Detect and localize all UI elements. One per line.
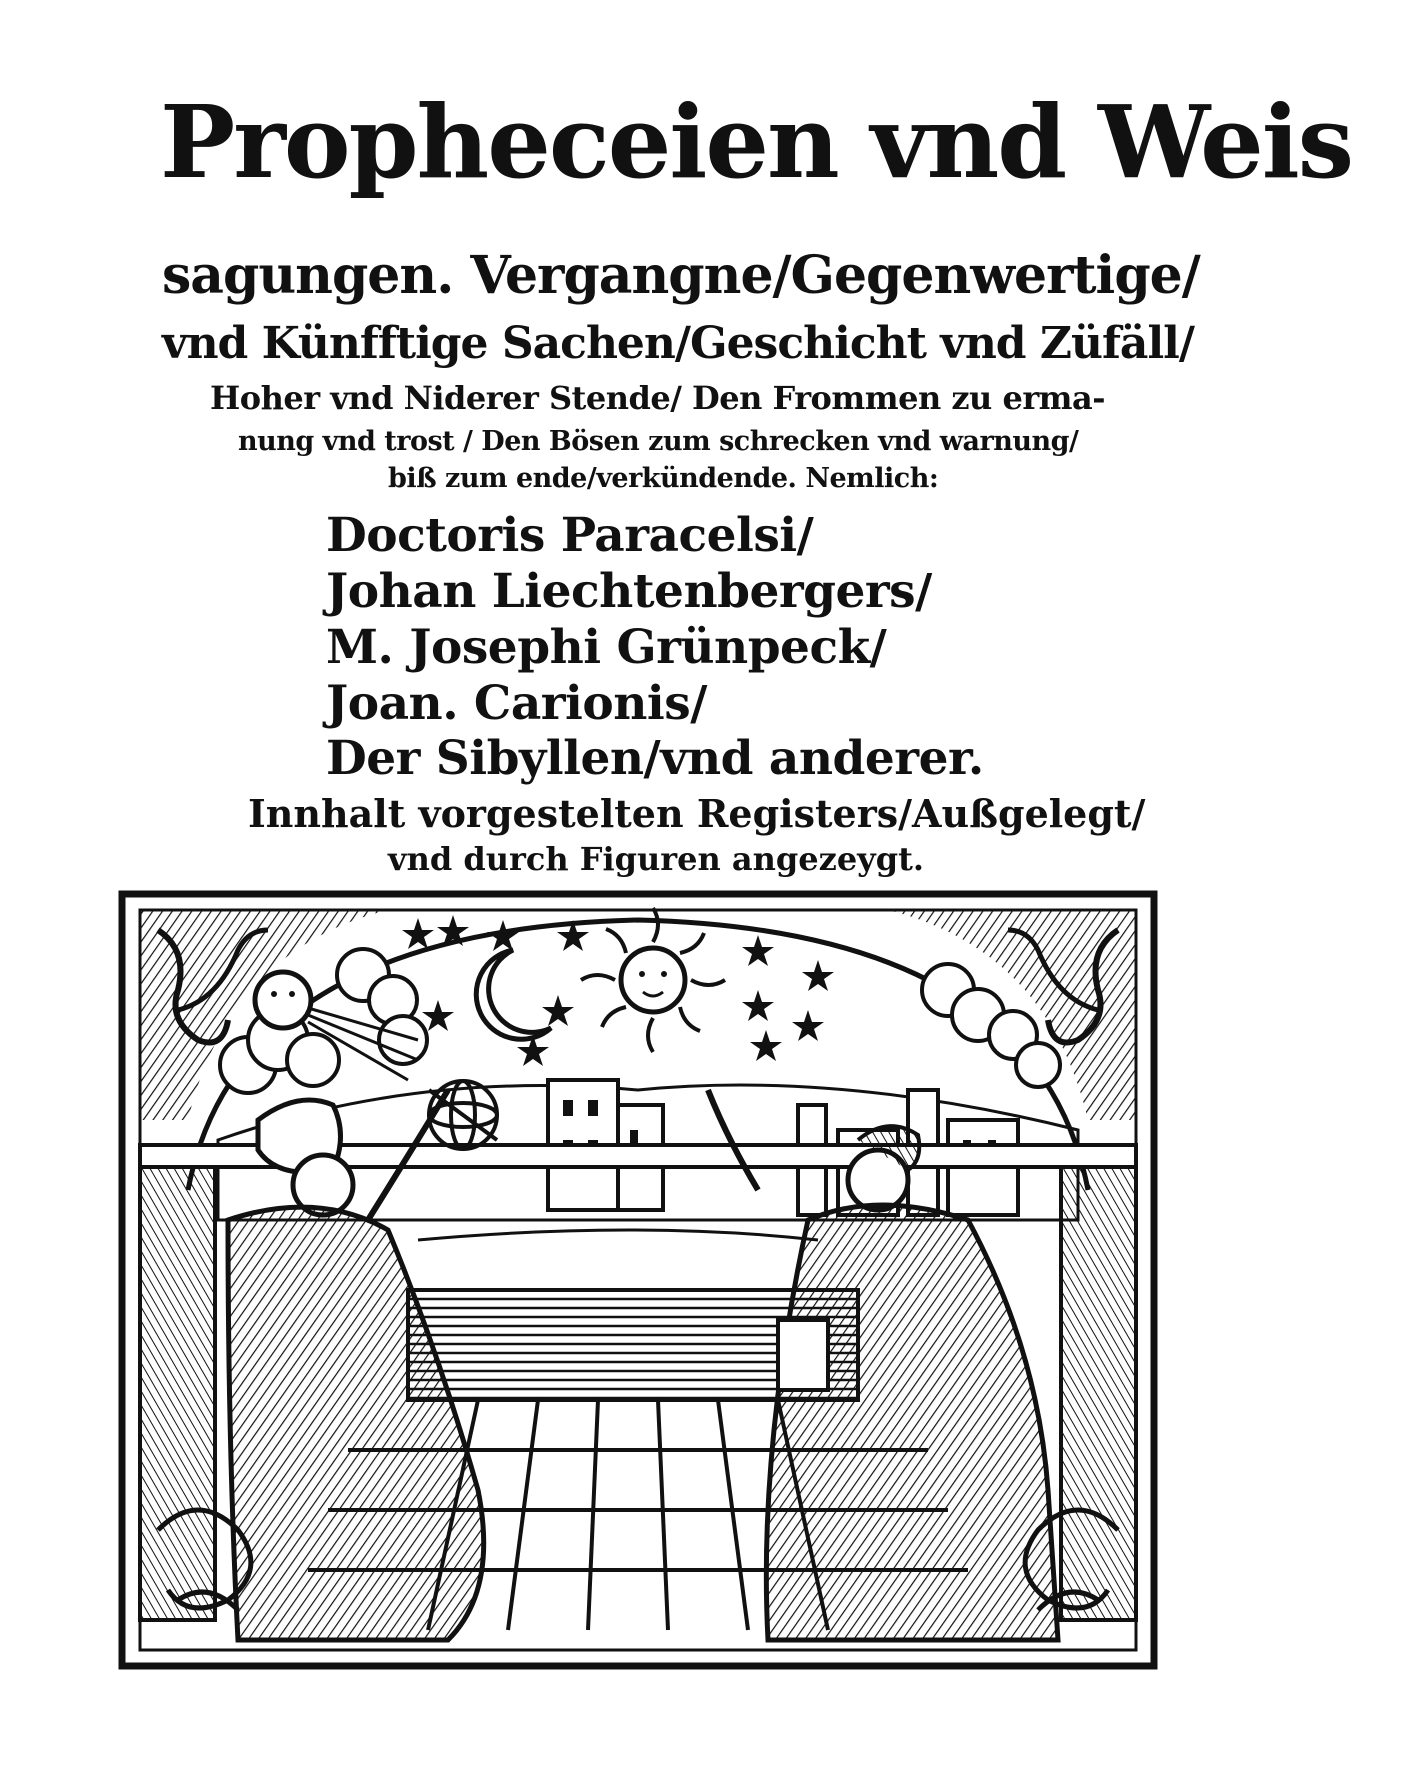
woodcut-illustration	[118, 890, 1158, 1670]
title-line-6: biß zum ende/verkündende. Nemlich:	[388, 463, 939, 494]
contents-line-1: Innhalt vorgestelten Registers/Außgelegt/	[248, 791, 1146, 836]
contents-line-2: vnd durch Figuren angezeygt.	[388, 840, 925, 878]
title-line-3: vnd Künfftige Sachen/Geschicht vnd Züfäll/	[162, 318, 1194, 369]
author-sibyls: Der Sibyllen/vnd anderer.	[326, 731, 984, 786]
author-paracelsus: Doctoris Paracelsi/	[326, 508, 814, 563]
pillar-right	[1061, 1150, 1136, 1620]
title-line-4: Hoher vnd Niderer Stende/ Den Frommen zu erma-	[210, 379, 1106, 417]
title-line-1: Propheceien vnd Weis	[160, 83, 1353, 201]
title-line-5: nung vnd trost / Den Bösen zum schrecken vnd warnung/	[238, 426, 1079, 457]
author-gruenpeck: M. Josephi Grünpeck/	[326, 620, 887, 675]
author-carion: Joan. Carionis/	[326, 676, 707, 731]
pillar-left	[140, 1150, 215, 1620]
title-line-2: sagungen. Vergangne/Gegenwertige/	[162, 245, 1200, 306]
author-lichtenberger: Johan Liechtenbergers/	[326, 564, 932, 619]
